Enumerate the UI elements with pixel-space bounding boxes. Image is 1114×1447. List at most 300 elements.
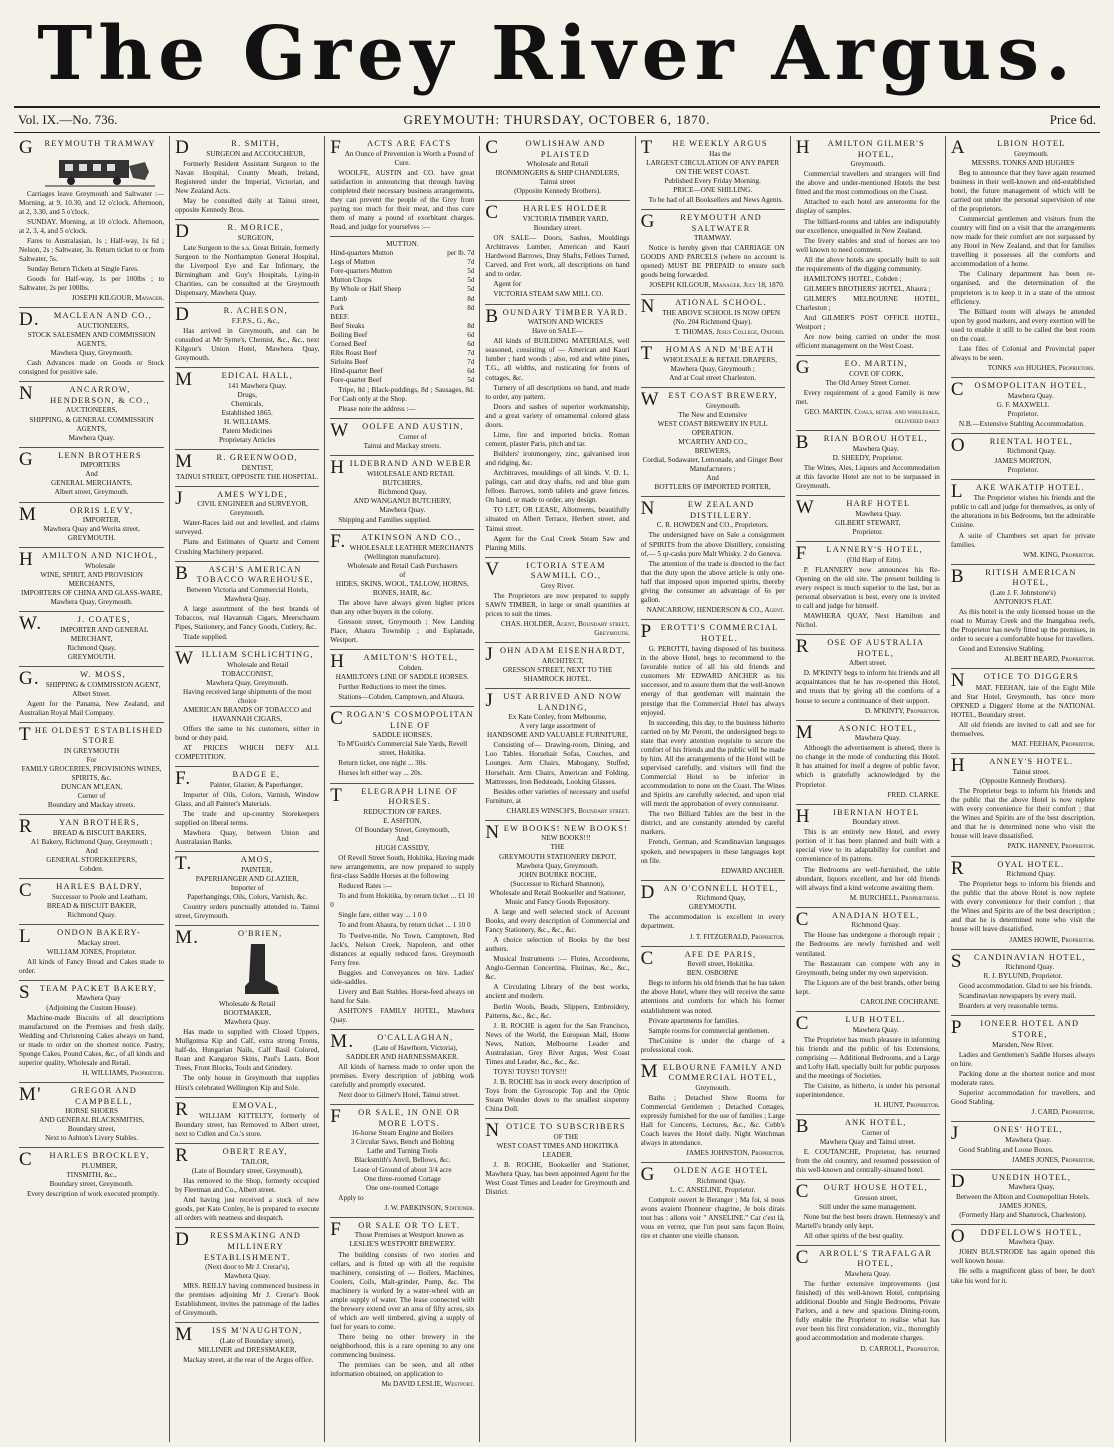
- ad-body: All old friends are invited to call and see for themselves.: [950, 721, 1095, 739]
- ad-line: Successor to Poole and Leatham,: [51, 892, 148, 901]
- ad-body: WILLIAM KITTELTY, formerly of Boundary street, has Removed to Albert street, next to Cullen and Co.'s store.: [175, 1112, 320, 1139]
- advertisement: [951, 434, 1095, 480]
- ad-line: GILBERT STEWART,: [835, 518, 901, 527]
- ad-line: Wholesale and Retail Bookseller and Stationer,: [489, 888, 626, 897]
- ad-heading: DRESSMAKING AND MILLINERY ESTABLISHMENT.: [175, 1229, 302, 1262]
- ad-heading: TELEGRAPH LINE OF HORSES.: [330, 784, 459, 807]
- advertisement: [175, 1323, 319, 1369]
- price-item: By Whole or Half Sheep: [330, 285, 402, 294]
- ad-heading: COURT HOUSE HOTEL,: [795, 1180, 928, 1202]
- ad-line: H. WILLIAMS.: [224, 417, 271, 426]
- ad-heading: ROBERT REAY,: [175, 1145, 288, 1167]
- advertisement: [796, 136, 940, 356]
- ad-body: J. B. ROCHE, Bookseller and Stationer, Mawhera Quay, has been appointed Agent for the West Coast Times and Leader for Greymouth and District.: [485, 1161, 630, 1197]
- ad-body: The Proprietors are now prepared to supply SAWN TIMBER, in large or small quantities at prices to suit the times.: [485, 591, 630, 619]
- ad-heading: WEST COAST BREWERY,: [640, 389, 778, 411]
- advertisement: [796, 805, 940, 908]
- ad-line: Established 1865.: [221, 408, 273, 417]
- ad-line: Those Premises at Westport known as: [354, 1231, 464, 1240]
- ad-body: Apply to: [338, 1193, 364, 1202]
- price-row: [330, 331, 474, 340]
- ad-body: Return ticket, one night ... 30s.: [338, 759, 427, 768]
- price-item: Mutton Chops: [330, 276, 372, 285]
- advertisement: [175, 487, 319, 562]
- advertisement: [175, 303, 319, 368]
- ad-body: Stations—Cobden, Camptown, and Ahaura.: [338, 693, 465, 702]
- ad-line: Patent Medicines: [222, 426, 273, 435]
- ad-heading: G.W. MOSS,: [19, 668, 126, 689]
- advertisement: [641, 620, 785, 881]
- ad-line: Mawhera Quay: [76, 994, 121, 1003]
- ad-line: Still under the same management.: [818, 1202, 917, 1211]
- advertisement: [796, 431, 940, 496]
- price-item: Hind-quarters Mutton: [330, 249, 394, 258]
- ad-line: Proprietor.: [1007, 409, 1039, 418]
- dateline-rule: [14, 132, 1100, 133]
- ad-signature: CAROLINE COCHRANE.: [860, 997, 940, 1006]
- ad-line: Lathe and Turning Tools: [367, 1147, 438, 1156]
- ad-heading: CHARLES BALDRY,: [19, 880, 143, 902]
- ad-body: TOYS! TOYS!! TOYS!!!: [493, 1067, 568, 1076]
- ad-line: GREYMOUTH.: [688, 903, 737, 912]
- ad-body: The building consists of two stories and cellars, and is fitted up with all the requisite machinery, consisting of — Boilers, Machines, Coolers, Coils, Malt-grinder, Pump, &c. The machinery is worked by a water-wheel with an ample supply of water. The lease connected with the brewery extend over an area of fifty acres, six of which are well timbered, giving a supply of fuel for years to come.: [330, 1250, 475, 1332]
- advertisement: [175, 767, 319, 852]
- advertisement: [641, 497, 785, 620]
- ad-signature: D. CARROLL, Proprietor.: [860, 1344, 940, 1353]
- ad-heading: GOLDEN AGE HOTEL: [640, 1164, 769, 1186]
- ad-line: Gresson street,: [854, 1193, 898, 1202]
- ad-body: MAWHERA QUAY, Next Hamilton and Nichol.: [795, 611, 940, 630]
- ad-line: Boundary street, Greymouth.: [49, 1180, 134, 1189]
- ad-signature: CHAS. HOLDER, Agent, Boundary street, Greymouth.: [500, 620, 630, 638]
- ad-line: Lease of Ground of about 3/4 acre: [353, 1165, 452, 1174]
- advertisement: [19, 308, 164, 382]
- ad-heading: FOR SALE OR TO LET.: [330, 1218, 461, 1240]
- ad-heading: NOTICE TO SUBSCRIBERS: [485, 1120, 626, 1142]
- ad-line: Next to Ashton's Livery Stables.: [45, 1134, 139, 1143]
- advertisement: [330, 136, 474, 237]
- ad-line: And at Coal street Charleston.: [669, 373, 757, 382]
- advertisement: [19, 981, 164, 1083]
- ad-signature: GEO. MARTIN. Coals, retail and wholesale, delivered daily: [804, 408, 940, 426]
- ad-heading: WOOLFE AND AUSTIN,: [330, 420, 464, 442]
- ad-signature: TONKS and HUGHES, Proprietors.: [987, 364, 1095, 373]
- ad-line: Boundary street.: [852, 818, 900, 827]
- ad-line: TOBACCONIST,: [221, 669, 273, 678]
- ad-body: Begs to inform his old friends that he has taken the above Hotel, where they will receive the same attentions and comforts for which his former establishment was noted.: [640, 979, 785, 1015]
- price-row: [330, 258, 474, 267]
- ad-body: The accommodation is excellent in every department.: [640, 913, 785, 931]
- ad-body: GILMER'S BROTHERS' HOTEL, Ahaura ;: [803, 284, 931, 293]
- ad-body: D. M'KINTY begs to inform his friends and all acquaintances that he has re-opened this Hotel, and trusts that by giving all the comforts of a house to secure a continuance of their support.: [795, 669, 940, 705]
- ad-line: SADDLER AND HARNESSMAKER.: [346, 1052, 459, 1061]
- ad-body: Berlin Wools, Beads, Slippers, Embroidery, Patterns, &c., &c., &c.: [485, 1002, 630, 1020]
- ad-heading: MASONIC HOTEL,: [795, 721, 918, 743]
- column: [169, 136, 324, 1442]
- ad-line: IMPORTERS OF CHINA AND GLASS-WARE,: [21, 589, 163, 598]
- ad-line: Richmond Quay.: [1007, 447, 1056, 456]
- boot-illustration: [239, 942, 281, 998]
- advertisement: [796, 496, 940, 542]
- ad-body: Agent for: [493, 280, 522, 289]
- ad-line: Wholesale and Retail Cash Purchasers: [347, 561, 458, 570]
- advertisement: [175, 368, 319, 450]
- ad-body: Good accommodation. Glad to see his friends.: [958, 982, 1093, 991]
- ad-line: TRAMWAY.: [693, 234, 732, 243]
- ad-heading: CLUB HOTEL.: [795, 1012, 906, 1034]
- ad-line: Cordial, Sodawater, Lemonade, and Ginger Beer Manufacturers ;: [642, 455, 783, 474]
- ad-signature: ALBERT BEARD, Proprietor.: [1004, 655, 1095, 664]
- ad-line: And: [85, 847, 98, 856]
- ad-body: The Proprietor begs to inform his friends and the public that the above Hotel is now replete with every convenience for their comfort ; that the Wines and Spirits are of the best description, and that he is determined none who visit the house will leave dissatisfied.: [950, 787, 1095, 841]
- ad-line: Mawhera Quay, Greymouth.: [206, 678, 289, 687]
- ad-heading: FACTS ARE FACTS: [330, 137, 452, 158]
- ad-line: Chemicals,: [231, 399, 264, 408]
- ad-body: To Twelve-mile, No Town, Camptown, Red Jack's, Nelson Creek, Napoleon, and other distances at equally reduced fares. Greymouth Ferry free.: [330, 931, 475, 967]
- ad-body: JOHN BULSTRODE has again opened this well known house.: [950, 1248, 1095, 1266]
- ad-signature: CHARLES WINSCH'S, Boundary street.: [506, 806, 630, 815]
- ad-heading: JONES' HOTEL,: [950, 1123, 1063, 1145]
- ad-line: Proprietor.: [1007, 465, 1039, 474]
- ad-body: Ladies and Gentlemen's Saddle Horses always on hire.: [950, 1050, 1095, 1068]
- advertisement: [796, 1012, 940, 1115]
- ad-body: The premises can be seen, and all other information obtained, on application to: [330, 1361, 475, 1379]
- ad-body: A suite of Chambers set apart for private families.: [950, 531, 1095, 549]
- advertisement: [796, 1246, 940, 1358]
- ad-line: DENTIST,: [241, 463, 273, 472]
- price-row: [330, 349, 474, 358]
- advertisement: [19, 1148, 164, 1203]
- ad-line: STOCK SALESMEN AND COMMISSION AGENTS,: [27, 330, 156, 349]
- price-value: 6d: [467, 330, 475, 339]
- ad-heading: BRIAN BOROU HOTEL,: [795, 432, 928, 454]
- price-value: 5d: [467, 276, 475, 285]
- ad-signature: JAMES JOHNSTON, Proprietor.: [686, 1149, 785, 1158]
- ad-line: One one-roomed Cottage: [366, 1183, 439, 1192]
- ad-line: C. R. HOWDEN and CO., Proprietors.: [656, 521, 769, 530]
- ad-heading: NEW BOOKS! NEW BOOKS!: [485, 821, 629, 843]
- price-row: [330, 358, 474, 367]
- ad-line: (Late of Hawthorn, Victoria),: [373, 1043, 458, 1052]
- ad-line: (Adjoining the Custom House).: [46, 1003, 137, 1012]
- ad-line: Cobden.: [79, 865, 104, 874]
- ad-body: Reduced Rates :—: [338, 882, 393, 891]
- ad-line: Have on SALE—: [531, 327, 584, 336]
- ad-line: WHOLESALE AND RETAIL BUTCHERS,: [366, 469, 455, 487]
- ad-line: JAMES MORTON,: [994, 456, 1052, 465]
- ad-line: TAINUI STREET, OPPOSITE THE HOSPITAL.: [176, 472, 319, 481]
- ad-heading: CANADIAN HOTEL,: [795, 908, 920, 930]
- price-value: per lb. 7d: [447, 249, 475, 258]
- ad-body: MAT. FEEHAN, late of the Eight Mile and Star Hotel, Greymouth, has once more OPENED a Diggers' Home at the NATIONAL HOTEL, Boundary street.: [950, 683, 1095, 720]
- ad-line: WATSON AND WICKES: [527, 318, 604, 327]
- ad-heading: M.O'CALLAGHAN,: [330, 1031, 454, 1053]
- ad-body: Machine-made Biscuits of all descriptions manufactured on the Premises and fresh daily. Wedding and Christening Cakes always on hand, or made to order on the shortest notice. Pastry, Sponge Cakes, Pound Cakes, &c., of all kinds and superior quality, Wholesale and Retail.: [19, 1013, 165, 1067]
- price: Price 6d.: [1049, 112, 1096, 127]
- ad-line: The Old Arney Street Corner.: [825, 379, 911, 388]
- advertisement: [641, 1060, 785, 1164]
- ad-body: Goods for Half-way, 1s per 100lbs ; to Saltwater, 2s per 100lbs.: [19, 275, 165, 293]
- ad-heading: NATIONAL SCHOOL.: [640, 296, 767, 318]
- ad-heading: BRITISH AMERICAN HOTEL,: [950, 565, 1077, 588]
- advertisement: [19, 136, 164, 308]
- ad-line: Tainui street.: [1012, 767, 1051, 776]
- ad-line: Painter, Glazier, & Paperhanger,: [209, 780, 303, 789]
- ad-body: Besides other varieties of necessary and useful Furniture, at: [485, 787, 630, 805]
- ad-body: A large and well selected stock of Account Books, and every description of Commercial and Fancy Stationery, &c., &c., &c.: [485, 907, 630, 935]
- ad-body: Trade supplied.: [183, 633, 228, 642]
- ad-heading: DR. ACHESON,: [175, 304, 288, 326]
- ad-heading: DR. SMITH,: [175, 137, 281, 158]
- ad-line: (Late J. F. Johnstone's): [990, 588, 1056, 597]
- price-row: [330, 304, 474, 313]
- ad-body: A Circulating Library of the best works, ancient and modern.: [485, 983, 630, 1001]
- ad-body: Attached to each hotel are anterooms for the display of samples.: [795, 198, 940, 216]
- ad-line: Mawhera Quay.: [379, 505, 426, 514]
- ad-line: Revell street, Hokitika.: [687, 960, 754, 969]
- ad-line: COVE OF CORK,: [849, 369, 904, 378]
- ad-line: MUTTON.: [386, 240, 419, 249]
- price-value: 5d: [467, 285, 475, 294]
- ad-signature: MAT. FEEHAN, Proprietor.: [1011, 740, 1095, 749]
- ad-body: Of Revell Street South, Hokitika, Having made new arrangements, are now prepared to supply first-class Saddle Horses at the following: [330, 854, 475, 881]
- ad-line: Greymouth.: [695, 1083, 730, 1092]
- price-value: 6d: [467, 339, 475, 348]
- ad-line: For: [86, 756, 97, 765]
- ad-heading: VICTORIA STEAM SAWMILL CO.,: [485, 558, 606, 581]
- masthead-rule: [14, 106, 1100, 108]
- ad-body: Doors and sashes of superior workmanship, and a great variety of ornamental colored glass doors.: [485, 402, 630, 429]
- dateline: [18, 109, 1096, 131]
- ad-body: Horses left either way ... 20s.: [338, 769, 423, 778]
- price-item: Corned Beef: [330, 339, 367, 348]
- ad-line: Mawhera Quay.: [224, 1272, 271, 1281]
- ad-line: MILLINER and DRESSMAKER,: [197, 1346, 297, 1355]
- ad-line: E. ASHTON,: [383, 816, 422, 825]
- ad-body: He sells a magnificent glass of beer, he don't take his word for it.: [950, 1267, 1095, 1285]
- ad-line: Mawhera Quay and Werita street,: [43, 525, 140, 534]
- ad-line: HANDSOME AND VALUABLE FURNITURE,: [486, 731, 629, 740]
- ad-body: Beg to announce that they have again resumed business in their well-known and old-established hotel, the future management of which will be carried out under the personal supervision of one of the proprietors.: [950, 168, 1095, 213]
- ad-heading: HAMILTON GILMER'S HOTEL,: [795, 137, 925, 159]
- price-value: 8d: [467, 303, 475, 312]
- advertisement: [641, 210, 785, 296]
- ad-line: BREAD & BISCUIT BAKER,: [46, 901, 137, 910]
- advertisement: [175, 1228, 319, 1323]
- ad-line: THE: [550, 843, 565, 852]
- ad-body: The two Billiard Tables are the best in the district, and are constantly attended by careful markers.: [640, 810, 785, 837]
- ad-signature: D. M'KINTY, Proprietor.: [864, 706, 940, 715]
- price-row: [330, 267, 474, 276]
- ad-body: Has arrived in Greymouth, and can be consulted at Mr Syme's, Chemist, &c., &c., next Kilgour's Union Hotel, Mawhera Quay, Greymouth.: [175, 326, 320, 362]
- ad-line: G. F. MAXWELL: [996, 400, 1050, 409]
- advertisement: [330, 650, 474, 707]
- ad-heading: ROYAL HOTEL.: [950, 857, 1065, 879]
- ad-body: Good Stabling and Loose Boxes.: [958, 1145, 1054, 1154]
- price-item: BEEF.: [330, 312, 350, 321]
- ad-body: All kinds of harness made to order upon the premises. Every description of jobbing work carefully and promptly executed.: [330, 1062, 475, 1089]
- ad-line: (Old Harp of Erin).: [846, 555, 903, 564]
- ad-body: The Liquors are of the best brands, other being kept.: [795, 978, 940, 996]
- ad-body: Scandinavian newspapers by every mail.: [958, 992, 1077, 1001]
- advertisement: [175, 1144, 319, 1228]
- ad-heading: BANK HOTEL,: [795, 1116, 907, 1138]
- ad-body: WOOLFE, AUSTIN and CO. have great satisfaction in announcing that through having completed their necessary business arrangements, they can prevent the people of the Grey from paying too much for their meat, and thus cure them of many a pound of exorbitant charges. Read, and judge for yourselves :—: [330, 168, 475, 232]
- ad-heading: JAMES WYLDE,: [175, 487, 288, 509]
- ad-line: Mawhera Quay, Greymouth.: [50, 598, 133, 607]
- ad-line: Richmond Quay.: [1006, 870, 1056, 879]
- ad-signature: J. CARD, Proprietor.: [1031, 1108, 1095, 1117]
- ad-line: WHOLESALE LEATHER MERCHANTS: [349, 543, 474, 552]
- ad-body: Offers the same to his customers, either in bond or duty paid,: [175, 725, 320, 743]
- ad-body: AT PRICES WHICH DEFY ALL COMPETITION.: [175, 744, 320, 762]
- ad-body: Good and Extensive Stabling.: [958, 645, 1045, 654]
- advertisement: [19, 879, 164, 925]
- ad-line: A very large assortment of: [519, 722, 596, 731]
- ad-body: There being no other brewery in the neighborhood, this is a rare opening to any one commencing business.: [330, 1333, 475, 1360]
- ad-body: HAMILTON'S HOTEL, Cobden ;: [803, 274, 902, 283]
- advertisement: [19, 667, 164, 723]
- ad-heading: WHARF HOTEL: [795, 497, 911, 519]
- ad-body: Every requirement of a good Family is now met.: [795, 389, 940, 407]
- price-value: 5d: [467, 376, 475, 385]
- advertisement: [951, 1122, 1095, 1170]
- ad-line: (Late of Boundary street, Greymouth),: [191, 1166, 303, 1175]
- ad-line: GREYMOUTH STATIONERY DEPOT,: [498, 852, 616, 861]
- ad-line: Richmond Quay.: [1005, 963, 1055, 972]
- ad-body: The Proprietor has much pleasure in informing his friends and the public of his Extensions, comprising — Additional Bedrooms, and a Large and Lofty Hall, specially built for public purposes and the meetings of Societies.: [795, 1035, 940, 1080]
- ad-body: Late files of Colonial and Provincial paper always to be seen.: [950, 344, 1095, 362]
- advertisement: [951, 857, 1095, 950]
- ad-heading: FOR SALE, IN ONE OR MORE LOTS.: [330, 1106, 461, 1128]
- ad-line: Tainui and Mackay streets.: [363, 441, 442, 450]
- price-value: 7d: [467, 357, 475, 366]
- ad-line: PRICE—ONE SHILLING.: [673, 185, 753, 194]
- price-item: Beef Steaks: [330, 321, 365, 330]
- price-item: Hind-quarter Beef: [330, 367, 383, 376]
- ad-body: All other spirits of the best quality.: [803, 1231, 904, 1240]
- ad-line: Mawhera Quay.: [224, 1018, 271, 1027]
- ad-line: And: [706, 474, 719, 483]
- column: [790, 136, 945, 1442]
- ad-line: M'CARTHY AND CO.,: [678, 437, 748, 446]
- advertisement: [641, 1163, 785, 1245]
- ad-heading: FLANNERY'S HOTEL,: [795, 543, 923, 565]
- advertisement: [330, 530, 474, 650]
- ad-line: Boundary street,: [67, 1125, 116, 1134]
- ad-line: A1 Bakery, Richmond Quay, Greymouth ;: [30, 838, 153, 847]
- ad-body: Agent for the Coal Creek Steam Saw and Planing Mills.: [485, 534, 630, 552]
- advertisement: [175, 647, 319, 767]
- ad-signature: H. HUNT, Proprietor.: [874, 1101, 940, 1109]
- ad-line: IMPORTER AND GENERAL MERCHANT,: [60, 625, 149, 643]
- ad-body: VICTORIA STEAM SAW MILL CO.: [493, 290, 604, 299]
- advertisement: [19, 723, 164, 816]
- ad-body: All the above hotels are specially built to suit the requirements of the digging community.: [795, 255, 940, 273]
- ad-signature: NANCARROW, HENDERSON & CO., Agent.: [646, 605, 785, 614]
- ad-heading: GEO. MARTIN,: [795, 357, 908, 379]
- ad-line: Richmond Quay.: [696, 1177, 746, 1186]
- ad-body: Buggies and Conveyances on hire. Ladies' side-saddles.: [330, 968, 475, 986]
- ad-heading: COSMOPOLITAN HOTEL,: [950, 379, 1088, 401]
- ad-line: IMPORTERS: [80, 461, 120, 470]
- ad-body: Please note the address :—: [338, 405, 416, 414]
- ad-body: None but the best beers drawn. Hennessy's and Martell's brandy only kept.: [795, 1212, 940, 1230]
- ad-body: Commercial travellers and strangers will find the above and under-mentioned Hotels the best fitted and the most commodious on the Coast.: [795, 170, 940, 197]
- ad-body: Formerly Resident Assistant Surgeon to the Navan Hospital, County Meath, Ireland, Registered under the Imperial, Victorian, and New Zealand Acts.: [175, 159, 320, 195]
- ad-heading: BASCH'S AMERICAN TOBACCO WAREHOUSE,: [175, 562, 314, 585]
- ad-body: Mawhera Quay, between Union and Australasian Banks.: [175, 829, 320, 847]
- ad-body: Livery and Bait Stables. Horse-feed always on hand for Sale.: [330, 987, 475, 1005]
- ad-line: IMPORTER,: [82, 516, 121, 525]
- masthead-title: The Grey River Argus.: [37, 11, 1077, 97]
- ad-body: Commercial gentlemen and visitors from the country will find on a visit that the arrangements now made for their comfort are not surpassed by any Hotel in New Zealand, and that for families travelling it possesses all the comforts and accommodation of a home.: [950, 215, 1095, 269]
- ad-heading: ALBION HOTEL: [950, 137, 1066, 158]
- ad-line: L. C. ANSELINE, Proprietor.: [670, 1186, 756, 1195]
- ad-body: The Billiard room will always be attended upon by good markers, and every exertion will be used to enable it still to be called the best room on the coast.: [950, 307, 1095, 343]
- ad-signature: H. WILLIAMS, Proprietor.: [82, 1068, 165, 1077]
- advertisement: [19, 925, 164, 981]
- ad-signature: EDWARD ANCHER.: [721, 866, 785, 875]
- ad-line: Boundary street.: [533, 224, 582, 233]
- advertisement: [175, 926, 319, 1097]
- advertisement: [641, 136, 785, 210]
- ad-line: AMERICAN BRANDS OF TOBACCO and HAVANNAH CIGARS,: [183, 706, 312, 724]
- ad-heading: WILLIAM SCHLICHTING,: [175, 648, 314, 670]
- ad-line: Drugs,: [237, 390, 257, 399]
- ad-line: Blacksmith's Anvil, Bellows, &c.: [354, 1156, 451, 1165]
- ad-heading: DR. MORICE,: [175, 221, 284, 243]
- ad-line: Paperhangings, Oils, Colors, Varnish, &c.: [187, 893, 308, 902]
- ad-line: GREYMOUTH.: [67, 652, 116, 661]
- ad-body: Has removed to the Shop, formerly occupied by Fleetman and Co., Albert street.: [175, 1177, 320, 1195]
- ad-line: AUCTIONEERS,: [77, 321, 129, 330]
- advertisement: [796, 1115, 940, 1180]
- ad-line: REDUCTION OF FARES.: [363, 807, 442, 816]
- ad-line: (Next door to Mr J. Crerar's),: [205, 1263, 290, 1272]
- ad-body: Baths ; Detached Show Rooms for Commercial Gentlemen ; Detached Cottages, expressly furnished for the use of families ; Large Hall for Concerts, Lectures, &c., &c. Cobb's Coach leaves the Hotel daily. Night Watchman always in attendance.: [640, 1094, 785, 1148]
- ad-heading: MEDICAL HALL,: [175, 368, 293, 390]
- advertisement: [175, 136, 319, 220]
- price-row: [330, 313, 474, 322]
- ad-line: THE ABOVE SCHOOL IS NOW OPEN (No. 204 Richmond Quay).: [662, 309, 781, 327]
- ad-line: SHIPPING, & GENERAL COMMISSION AGENTS,: [29, 415, 154, 433]
- ad-body: TO LET, OR LEASE, Allotments, beautifully situated on Albert Terrace, Herbert street, and Tainui street.: [485, 506, 630, 533]
- ad-line: Music and Fancy Goods Repository.: [505, 897, 610, 906]
- ad-body: Sunday Return Tickets at Single Fares.: [27, 265, 139, 274]
- advertisement: [485, 689, 629, 821]
- ad-heading: HANNEY'S HOTEL.: [950, 755, 1074, 777]
- ad-heading: SCANDINAVIAN HOTEL,: [950, 950, 1086, 972]
- ad-line: TINSMITH, &c.,: [66, 1171, 117, 1180]
- ad-line: AUCTIONEERS,: [65, 406, 118, 415]
- advertisement: [19, 448, 164, 503]
- price-row: [330, 276, 474, 285]
- ad-body: Every description of work executed promptly.: [27, 1190, 160, 1199]
- ad-heading: HAMILTON'S HOTEL,: [330, 651, 459, 673]
- ad-line: Wholesale & Retail: [218, 999, 276, 1008]
- advertisement: [951, 754, 1095, 856]
- ad-body: The Cuisine, as hitherto, is under his personal superintendence.: [795, 1081, 940, 1099]
- ad-line: And: [396, 834, 409, 843]
- ad-heading: ORIENTAL HOTEL,: [950, 434, 1074, 456]
- ad-body: May be consulted daily at Tainui street, opposite Kennedy Bros.: [175, 196, 320, 214]
- ad-heading: MR. GREENWOOD,: [175, 450, 298, 472]
- ad-body: To and from Hokitika, by return ticket ... £1 10 0: [330, 892, 475, 910]
- advertisement: [641, 295, 785, 342]
- ad-line: Importer of: [230, 884, 264, 893]
- ad-line: To M'Guirk's Commercial Sale Yards, Revell street, Hokitika.: [337, 740, 468, 758]
